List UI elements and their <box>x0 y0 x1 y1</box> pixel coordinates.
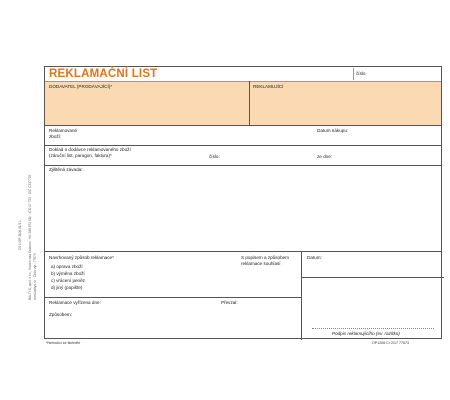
received-by-field[interactable] <box>243 298 299 308</box>
receipt-date-field[interactable] <box>337 152 437 162</box>
purchase-date-label: Datum nákupu: <box>317 128 349 133</box>
line-after-receipt <box>45 165 441 166</box>
resolved-date-field[interactable] <box>107 298 217 308</box>
supplier-label: DODAVATEL (PRODÁVAJÍCÍ)* <box>49 84 113 89</box>
number-box[interactable] <box>353 68 440 80</box>
goods-label-text: Reklamované zboží: <box>49 128 78 139</box>
form-title: REKLAMAČNÍ LIST <box>49 68 158 80</box>
option-exchange[interactable]: b) výměna zboží <box>51 271 85 276</box>
claimant-label: REKLAMUJÍCÍ <box>253 84 284 89</box>
defect-field[interactable] <box>47 174 439 250</box>
footer-note: *Nehodící se škrtněte <box>46 341 81 345</box>
footer-code: OP1206 Cr 2/17 77673 <box>372 341 409 345</box>
side-print-text-3: www.baltys.cz · Číslo výr.: 77673 <box>33 253 37 300</box>
goods-field[interactable] <box>85 127 285 143</box>
number-label: číslo <box>356 71 366 76</box>
complaint-form <box>44 66 442 339</box>
line-after-header <box>45 125 441 126</box>
supplier-field[interactable] <box>47 91 247 123</box>
side-print-text-1: ZS 1 OR 1106 01/1 L <box>18 220 22 250</box>
header-divider <box>249 81 250 125</box>
purchase-date-field[interactable] <box>355 127 439 143</box>
claimant-field[interactable] <box>251 91 441 123</box>
goods-label <box>49 128 77 139</box>
signature-label: Podpis reklamujícího (ev. razítko) <box>332 331 400 336</box>
receipt-number-label: číslo: <box>209 154 220 159</box>
option-other[interactable]: d) jiný (popište) <box>51 285 83 290</box>
option-refund[interactable]: c) vrácení peněz <box>51 278 85 283</box>
resolved-date-label: Reklamace vyřízena dne: <box>49 300 101 305</box>
title-bar <box>45 67 441 82</box>
received-by-label: Převzal: <box>221 300 238 305</box>
method-divider <box>301 251 302 277</box>
signature-box[interactable] <box>301 277 444 340</box>
proposed-method-label: Navrhovaný způsob reklamace* <box>49 255 114 260</box>
side-print-text-2: BALTYS, spol. s r.o., Kralice nad Oslavou · tel. 568 872 111 · IČO 17 725 · DIČ CZ17725 <box>28 174 32 300</box>
signature-line <box>312 328 434 329</box>
agree-label-text: S popisem a způsobem reklamace souhlasí <box>241 255 290 266</box>
resolution-method-field[interactable] <box>79 310 299 336</box>
line-after-goods <box>45 145 441 146</box>
date-label: Datum: <box>307 255 322 260</box>
defect-label: Zjištěná závada: <box>49 167 83 172</box>
receipt-label <box>49 147 131 158</box>
receipt-number-field[interactable] <box>223 152 313 162</box>
resolution-method-label: Způsobem: <box>49 312 72 317</box>
date-field[interactable] <box>327 253 437 263</box>
option-repair[interactable]: a) oprava zboží <box>51 264 83 269</box>
agree-label <box>241 255 289 266</box>
receipt-label-text: Doklad o dodávce reklamovaného zboží (záruční list, paragon, faktura)* <box>49 147 131 158</box>
receipt-date-label: ze dne: <box>317 154 333 159</box>
line-after-defect <box>45 251 441 252</box>
